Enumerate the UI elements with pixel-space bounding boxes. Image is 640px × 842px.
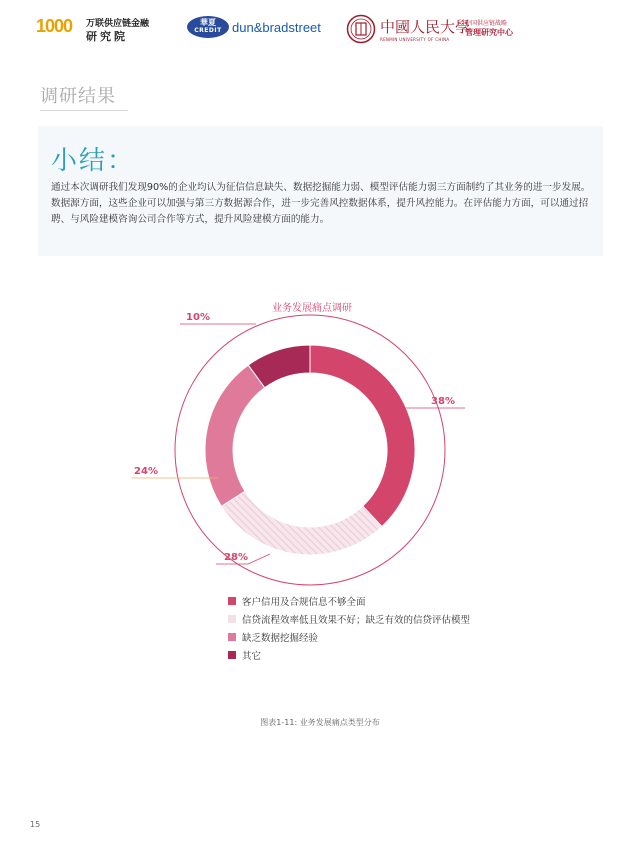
renmin-logo-en: RENMIN UNIVERSITY OF CHINA [380,37,450,42]
legend-item [228,594,470,609]
legend-swatch [228,615,236,623]
legend-label: 信贷流程效率低且效果不好；缺乏有效的信贷评估模型 [242,615,471,626]
slice-credit-compliance [310,345,415,527]
center-logo-line2: 管理研究中心 [465,28,513,37]
chart-legend [228,594,470,666]
label-38: 38% [431,396,455,407]
legend-label: 客户信用及合规信息不够全面 [242,597,366,608]
figure-caption: 图表1-11: 业务发展痛点类型分布 [260,718,380,727]
section-title: 调研结果 [40,86,116,107]
section-divider [40,110,128,111]
legend-swatch [228,651,236,659]
renmin-logo-cn: 中國人民大學 [380,18,471,36]
summary-box [38,126,603,256]
wanlian-logo [36,14,186,42]
supply-chain-center-logo [465,18,513,38]
renmin-university-logo [380,16,470,42]
legend-swatch [228,597,236,605]
label-24: 24% [134,466,158,477]
legend-item [228,612,470,627]
renmin-seal-icon [346,14,376,44]
slice-loan-process [221,491,382,555]
huaxia-credit-logo [187,16,229,38]
wanlian-logo-line2: 研究院 [86,30,128,43]
donut-chart-svg [0,280,640,600]
legend-swatch [228,633,236,641]
donut-chart [0,280,640,600]
label-10: 10% [186,312,210,323]
chart-title: 业务发展痛点调研 [272,303,352,314]
page-number: 15 [30,820,41,829]
summary-title: 小结： [51,146,136,176]
legend-label: 其它 [242,651,262,662]
huaxia-logo-en: CREDIT [194,27,222,34]
wanlian-logo-line1: 万联供应链金融 [86,19,150,29]
slice-data-mining [205,365,265,506]
center-logo-line1: 中国供应链战略 [465,20,508,27]
summary-text: 通过本次调研我们发现90%的企业均认为征信信息缺失、数据挖掘能力弱、模型评估能力弱三方面制约了其业务的进一步发展。数据源方面，这些企业可以加强与第三方数据源合作，进一步完善风控数据体系，提升风控能力。在评估能力方面，可以通过招聘、与风险建模咨询公司合作等方式，提升风险建模方面的能力。 [51,182,591,225]
huaxia-logo-cn: 華夏 [200,18,216,27]
wanlian-logo-mark: 1000 [36,16,73,36]
label-28: 28% [224,552,248,563]
dun-bradstreet-logo: dun&bradstreet [232,20,321,35]
legend-label: 缺乏数据挖掘经验 [242,633,319,644]
legend-item [228,630,470,645]
legend-item [228,648,470,663]
